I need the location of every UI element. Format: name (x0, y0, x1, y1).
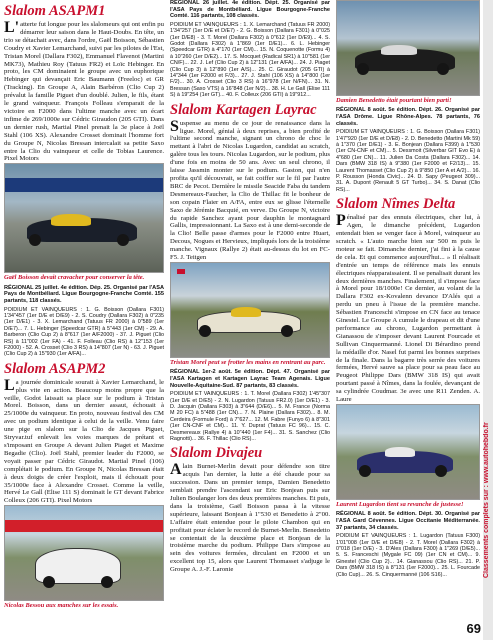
wheel (437, 63, 449, 75)
article-body: Pénalisé par des ennuis électriques, cher lui, à Agen, le dimanche précédent, Lugardon entendait bien se venger face à Morel, vainqueur au scratch. « L'auto marche bien sur 500 m puis le moteur se fait. Dimanche dernier, j'ai fini à la cause de cela. Et qui commence aujourd'hui... » Il réalisait d'entrée un temps de référence mais les ennuis électriques réapparaissaient. Il se penalisait durant les deux dernières manches. Finalement, il s'impose face à Morel pour 18/1000e! Ce dernier, au volant de la Dallara F302 ex-Kovalenn devance D'Alés qui a perdu un pneu à l'issue de la première manche. Sébastien Franceschi s'impose en CN face au tenace Ginestel. Le Groupe A cumule le drapeau et dit d'une performance au chrono, Lugardon permettant à Gianassou de s'imposer devant Laurent Fourcade et Sullivan Cinquermanné. Lionel Di Bérardino prend la médaille d'or. Nasel fut parmi les bonnes surprises de la finale. Dans la bagarre très serrée des voitures fermées, Hervé sauve sa place pour sa peau face au Peugeot Philippe Dars (BMW 318 IS) qui avait pourtant passé à Nîmes, dans la foulée, devançant de sa cylindrée Coudmar. 3e avec une R11 Zenden. A. Laure (336, 212, 480, 404)
photo-caption: Damien Benedetto était pourtant bien parti! (336, 97, 452, 104)
results-text: POIDIUM ET VAINQUEURS : 1. G. Boisson (Dallara F301) 1'47"920 (1er D/E et D/E8) - 2. D. Benedetto (Martini Mk 59) à 1"370 (1er D/E1) - 3. E. Bonjean (Dallara F399) à 1"530 (1er CN-CNF et CM)... 5. Dessmoit (Silverbar GIT Evo E) à 4"680 (1er CN)... 11. Julien Da Costa (Dallara F302)... 14. Dars (BMW 318 IS) à 9"380 (1er F2000 et F2/13)... 15. Laurent Thomasset (Clio Cup 2) à 9"850 (1er A et A/2)... 16. P. Rousson (Honda Civic)... 24. D. Sapy (Peugeot 309)... 31. A. Dupont (Renault 5 GT Turbo)... 34. S. Danat (Clio RS)... (336, 129, 480, 193)
event-meta: RÉGIONAL 26 juillet. 4e édition. Dépt. 25. Organisé par l'ASA Pays de Montbéliard. Ligue Bourgogne-Franche Comté. 116 partants, 108 classés. (170, 0, 330, 20)
article-title: Slalom Nîmes Delta (336, 196, 456, 213)
article-title: Slalom ASAPM2 (4, 360, 106, 377)
flag-icon (177, 269, 185, 274)
results-website-label: Classements complets sur : www.autohebdo.fr (483, 422, 490, 578)
photo-caption: Laurent Lugardon tient sa revanche de justesse! (336, 501, 464, 508)
race-car-photo (336, 404, 480, 500)
event-meta: RÉGIONAL 8 août. 5e édition. Dépt. 26. Organisé par l'ASA Drôme. Ligue Rhône-Alpes. 78 partants, 76 classés. (336, 107, 480, 127)
wheel (357, 63, 369, 75)
wheel (281, 325, 293, 337)
article-body: Alain Burnet-Merlin devait pour défendre son titre acquis l'an dernier, la lutte a été chaude pour sa succession. Dans un premier temps, Damien Benedetto semblait prendre l'ascendant sur Eric Bonjean puis sur Julien Boulanger lors des deux premières manches. Et puis, dans la troisième, Gaël Boisson passa à la vitesse supérieure, laissant Bonjean à 1"530 et Benedetto à 2"00. L'affaire était entendue pour le pilote Chambon qui en profitait pour éclater le record de Burnet-Merlin. Benedetto se contentait de la deuxième place et Bonjean de la troisième marche du podium. Philippe Dars s'impose au sein des voitures fermées, dirculant en F2000 et un excellent top 15, alors que Laurent Thomasset s'adjuge le Groupe A. J.-F. Laronie (170, 461, 330, 574)
article-body: Suspense au menu de ce jour de renaissance dans la ligue. Morel, génial à deux reprises, a bien profité de l'ultime second manche, signant un chrono de choc le mettant à l'abri de Nicolas Lugardon, candidat au scratch, galère tous les tours. Nicolas Lugardon, sur le podium, plus d'une fois en moins de 50 ans. Avec un seul chrono, il laisse Jassmin monter sur le podium. Gaston, qui n'en profita qu'il découvrait, se fait coiffer sur le fil par l'autre BRC de Pecot. Dernière le missile Seacide Faba du tandem Desmereaux-Faucher, la Clio de Thillac fit le bonheur de son copain Flaier en A/FA, entre eux se glisse l'éternelle Saxo de Jérémie Bacquié, en verve. Du Groupe N, victoire du rapide Sanchez ayant pour dauphin le montagnard Gallis, impressionnant. La Saxo est à une demi-seconde de la Clio! Belle passe d'armes pour le F2000 entre Huart, Decous, Nogues et Hervieux, impliqués lors de la troisième manche. Vignaux (Rallye 2) était au-dessus du lot en FC-F5. J. Teitgen (170, 117, 330, 262)
photo-caption: Gaël Boisson devait cravacher pour conserver la tête. (4, 274, 145, 282)
car-livery (231, 307, 261, 317)
event-meta: RÉGIONAL 8 août. 5e édition. Dépt. 30. Organisé par l'ASA Gard Cévennes. Ligue Occitanie Méditerranée. 37 partants, 34 classés. (336, 511, 480, 531)
results-text: POIDIUM ET VAINQUEURS : 1. G. Boisson (Dallara F301) 1'34"457 (1er D/E et D/E9) - 2. S. Coudry (Dallara F302) à 0"235 (1er D/E1) - 3. X. Lemarchand (Tatuus FR 2000) à 0"589 (1er D/E7)... 7. L. Hebinger (Speedcar GTR) à 5"443 (1er CM) - 29. A. Barberon (Clio Cup 2) à 8"617 (1er A/F2000) - 37. J. Piguet (Clio RS) à 11"002 (1er FA) - 41. F. Folleau (Clio RS) à 12"153 (1er F2000) - 52. A. Crosset (Clio 3 RS) à 14"807 (1er N) - 63. J. Piguet (Clio Cup 2) à 15"930 (1er A/FA)... (4, 306, 164, 358)
car-livery (51, 214, 91, 226)
column-1 (4, 0, 164, 640)
wheel (29, 234, 41, 246)
car-livery (385, 447, 415, 457)
wheel (101, 576, 113, 588)
results-text: POIDIUM ET VAINQUEURS : 1. T. Morel (Dallara F302) 1'45"307 (1er D/E et D/E5) - 2. N. Lugardon (Tatuus FR2.0) (1er D/E1) - 3. D. Jacquin (Dallara F303) à 3"644 (D/E6)... 5. M. France (Norma M 20 FC) à 5"488 (1er CN)... 7. N. Plaine (Dallara F302)... 8. M. Cerdeira (Formule Ford) à 7"627... 12. M. Fabre (Funyo 6) à 8"301 (1er CN-CNF et CM)... 11. Y. Duprat (Tatuus FC 96)... 15. C. Desmereaux (Rallye 4) à 10"440 (1er F4)... 31. S. Sanchez (Clio Ragnotti)... 36. F. Thillac (Clio RS)... (170, 391, 330, 442)
race-car-photo (336, 0, 480, 96)
car-livery (381, 45, 417, 55)
wheel (43, 576, 55, 588)
results-text: POIDIUM ET VAINQUEURS : 1. X. Lemarchand (Tatuus FR 2000) 1'34"257 (1er D/E et D/E7) - 2. G. Boisson (Dallara F301) à 0"025 (1er D/E8) - 3. T. Morel (Dallara F302) à 0"612 (1er D/E9)... 4. S. Godot (Dallara F302) à 1"869 (1er D/E1)... 6. L. Hebinger (Speedcar GTR) à 4"170 (1er CM)... 15. N. Coquenotte (Formu 4) à 10"260 (1er D/E2)... 17. S. Mocquet (Radical SR1) à 10"581 (1er CN/F)... 22. J. Lef (Clio Cup 2) à 12"131 (1er A/FA)... 24. J. Piaget (Clio Cup 3) à 12"890 (1er A/S)... 25. C. Giraudot (205 GTI) à 14"344 (1er F2000 et F/3)... 27. J. Stahl (106 XS) à 14"800 (1er F/2)... 30. A. Crosset (Clio 3 RS) à 16"978 (1er N/FN)... 31. N. Bressan (Saxo VTS) à 16"848 (1er N/2)... 38. H. Le Gall (Elise 111 S) à 19"254 (1er GT)... 40. F. Colleux (206 GTI) à 19"912... (170, 21, 330, 99)
wheel (199, 325, 211, 337)
article-body: L'atterte fut longue pour les slalomeurs qui ont enfin pu démarrer leur saison dans le Haut-Doubs. En tête, un trio se détachait avec, dans l'ordre, Gaël Boisson, Sébastien Coudry et Xavier Lemarchand, suivi par les pilotes de l'Est, Tristan Morel (Dallara F302), Emmanuel Flavenot (Martini MK73), Mathieu Roy (Tatuus FR2) et Loïc Hebinger. En proto, les CM dominaient le groupe avec un euphorique Hebinger qui devançait Eric Baumann (Freeloc) et GR (Tracking). En Groupe A, Alain Barbéron (Clio Cup 2) prévalut la famille Piguet d'un doublé. Julien, le fils, étant le grand vainqueur. François Folleau s'emparait de la victoire en F2000 dans l'ultime manche avec un écart infime de 269/1000e sur Cédric Giraudon (205 GTI). Dans un dernier rush, Martial Pinel prenait la 3e place à Joël Stahl (106 XS). Alexandre Crosset dominait l'homme fort du Groupe N, Nicolas Bressan intercalait sa petite Saxo entre la Clio du vainqueur et celle de Tobias Laurence. Pixel Motors (4, 19, 164, 163)
race-car-photo (4, 163, 164, 273)
column-3 (336, 0, 480, 640)
page-number: 69 (466, 621, 481, 636)
trackside-banner (5, 520, 163, 532)
race-car-photo (4, 505, 164, 601)
event-meta: RÉGIONAL 25 juillet. 4e édition. Dép. 25. Organisé par l'ASA Pays de Montbéliard. Ligue Bourgogne-Franche Comté. 155 partants, 118 classés. (4, 284, 164, 304)
article-title: Slalom Divajeu (170, 445, 263, 462)
trackside-banner (5, 178, 163, 192)
wheel (435, 465, 447, 477)
column-2 (170, 0, 330, 640)
wheel (359, 465, 371, 477)
race-car-photo (170, 262, 330, 358)
event-meta: RÉGIONAL 1er-2 août. 5e édition. Dépt. 47. Organisé par l'ASA Kartagen et Kartagen Layrac Team Agenais. Ligue Nouvelle-Aquitaine-Sud. 87 partants, 83 classés. (170, 369, 330, 389)
wheel (117, 234, 129, 246)
article-title: Slalom ASAPM1 (4, 3, 106, 19)
photo-caption: Nicolas Bessou aux manches sur les essais. (4, 602, 119, 610)
article-title: Slalom Kartagen Layrac (170, 101, 317, 118)
article-body: La journée dominicale sourait à Xavier Lemarchand, le plus vite en action. Beaucoup moins propre que la veille, Godot laissait sa place sur le podium à Tristan Morel. Boisson, dans un dernier assaut, échouait à 25/1000e du vainqueur. En proto, nouveau festival des CM avec un podium identique à celui de la veille. Venu faire une pige en slalom sur la Clio de Jacques Piguet, Stryvar.tuf enlevait les voies marques de prétant et s'imposant en Groupe A devant Julien Piaget et Maxime Begadie (Clio). Joël Stahl, premier leader du F2000, se voyait passer par Cédric Giraudot. Martial Pinel (106) complétait le podium. En Groupe N, Nicolas Bressan était à deux doigts de créer l'exploit, mais il échouait pour 35/1000e face à Alexandre Crosset. Comme la veille, Hervé Le Gall (Elise 111 S) dominait le GT devant Fabrice Colleux (206 GTI). Pixel Motors (4, 376, 164, 505)
results-text: POIDIUM ET VAINQUEURS : 1. Lugardon (Tatuus F300) 1'01"008 (1er D/E et D/E8) - 2. T. Morel (Dallara F302) à 0"018 (1er D/E) - 3. D'Ales (Dallara F300) à 1"269 (D/E5)... 5. S. Franceschi (Mygale FC 09) (1er CN et CM)... 9. Ginestel (Clio Cup 2)... 14. Gianassou (Clio RS)... 21. P. Dars (BMW 318 IS) à 8"131 (1er F2000)... 25. L. Fourcade (Clio Cup)... 26. S. Cinquermanné (106 S16)... (336, 533, 480, 578)
photo-caption: Tristan Morel peut se frotter les mains en rentrant au parc. (170, 358, 326, 366)
